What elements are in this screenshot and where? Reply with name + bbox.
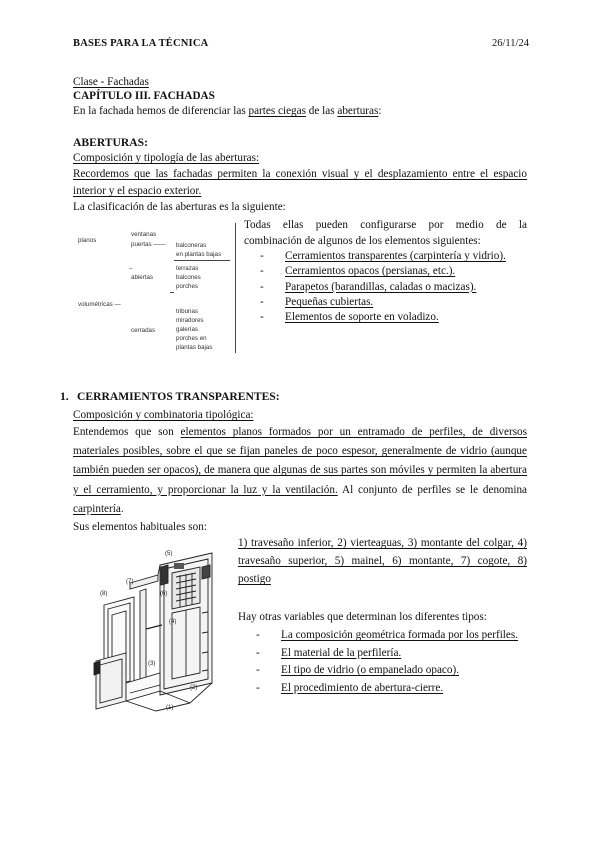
class-label: Clase - Fachadas — [73, 76, 149, 88]
diagram-tick — [170, 292, 174, 293]
recall-line-2: interior y el espacio exterior. — [73, 185, 202, 197]
section-title: CERRAMIENTOS TRANSPARENTES: — [77, 390, 280, 403]
definition-paragraph — [73, 423, 527, 519]
figure-label-7: (7) — [126, 579, 134, 585]
diagram-ventanas: ventanas — [131, 231, 157, 238]
diagram-en-plantas-bajas: en plantas bajas — [176, 251, 222, 258]
diagram-divider — [235, 223, 236, 353]
intro-text-pre: En la fachada hemos de diferenciar las — [73, 105, 249, 117]
definition-end: . — [120, 502, 124, 515]
definition-post: Al conjunto de perfiles se le denomina — [337, 483, 528, 496]
diagram-balcones: balcones — [176, 274, 201, 281]
recall-line-1: Recordemos que las fachadas permiten la conexión visual y el desplazamiento entre el espacio — [73, 168, 527, 180]
diagram-miradores: miradores — [176, 317, 204, 324]
list-item: - Parapetos (barandillas, caladas o macizas). — [260, 280, 506, 295]
diagram-puertas: puertas —— — [131, 241, 166, 248]
diagram-terrazas: terrazas — [176, 265, 199, 272]
list-item: - La composición geométrica formada por los perfiles. — [256, 627, 518, 645]
diagram-volumetricas: volumétricas — — [78, 301, 121, 308]
config-line-1: Todas ellas pueden configurarse por medio de la — [244, 219, 527, 231]
diagram-plantas-bajas: plantas bajas — [176, 344, 213, 351]
definition-underlined: elementos planos formados por un entramado de perfiles, de diversos materiales posibles, sobre el que se fijan paneles de poco espesor, generalmente de vidrio (aunque también pueden ser opacos), de manera que algunas de sus partes son móviles y permiten la abertura y el cerramiento, y proporcionar la luz y la ventilación. — [73, 426, 527, 496]
term-partes-ciegas: partes ciegas — [248, 105, 306, 117]
diagram-cerradas: cerradas — [131, 327, 156, 334]
list-item: - Pequeñas cubiertas. — [260, 295, 506, 310]
aberturas-heading: ABERTURAS: — [73, 136, 148, 149]
diagram-underline-1 — [174, 260, 230, 261]
section-number: 1. — [60, 390, 69, 403]
definition-pre: Entendemos que son — [73, 426, 181, 438]
aberturas-subheading: Composición y tipología de las aberturas: — [73, 152, 260, 164]
diagram-abiertas: abiertas — [131, 274, 154, 281]
list-item: - Cerramientos transparentes (carpintería y vidrio). — [260, 249, 506, 264]
figure-label-2: (2) — [190, 685, 198, 691]
header-date: 26/11/24 — [492, 38, 529, 49]
section-1-subheading: Composición y combinatoria tipológica: — [73, 409, 254, 421]
header-title: BASES PARA LA TÉCNICA — [73, 38, 209, 49]
elements-line-3: postigo — [238, 573, 271, 585]
figure-label-4: (4) — [169, 619, 177, 625]
list-item: - Cerramientos opacos (persianas, etc.). — [260, 264, 506, 279]
chapter-heading: CAPÍTULO III. FACHADAS — [73, 90, 215, 102]
diagram-porches-en: porches en — [176, 335, 207, 342]
elements-list — [260, 249, 506, 325]
figure-label-5: (5) — [165, 551, 173, 557]
habituales-label: Sus elementos habituales son: — [73, 521, 207, 533]
classification-intro: La clasificación de las aberturas es la siguiente: — [73, 201, 286, 213]
diagram-porches: porches — [176, 283, 199, 290]
term-carpinteria: carpintería — [73, 502, 121, 515]
diagram-dash: – — [129, 265, 133, 272]
figure-label-3: (3) — [148, 661, 156, 667]
figure-label-6: (6) — [160, 591, 168, 597]
variables-intro: Hay otras variables que determinan los diferentes tipos: — [238, 611, 487, 623]
intro-text-mid: de las — [305, 105, 338, 117]
diagram-tribunas: tribunas — [176, 308, 199, 315]
elements-line-1: 1) travesaño inferior, 2) vierteaguas, 3) montante del colgar, 4) — [238, 537, 527, 549]
intro-text-post: : — [378, 105, 382, 117]
diagram-planos: planos — [78, 237, 97, 244]
diagram-galerias: galerías — [176, 326, 199, 333]
figure-label-1: (1) — [166, 705, 174, 711]
term-aberturas: aberturas — [337, 105, 379, 117]
list-item: - El procedimiento de abertura-cierre. — [256, 680, 518, 698]
section-1-heading — [60, 390, 280, 403]
list-item: - El tipo de vidrio (o empanelado opaco). — [256, 662, 518, 680]
variables-list — [256, 627, 518, 697]
window-diagram-figure — [90, 543, 230, 715]
list-item: - Elementos de soporte en voladizo. — [260, 310, 506, 325]
figure-label-8: (8) — [100, 591, 108, 597]
elements-line-2: travesaño superior, 5) mainel, 6) montante, 7) cogote, 8) — [238, 555, 527, 567]
diagram-balconeras: balconeras — [176, 242, 207, 249]
config-line-2: combinación de algunos de los elementos siguientes: — [244, 235, 481, 247]
list-item: - El material de la perfilería. — [256, 645, 518, 663]
